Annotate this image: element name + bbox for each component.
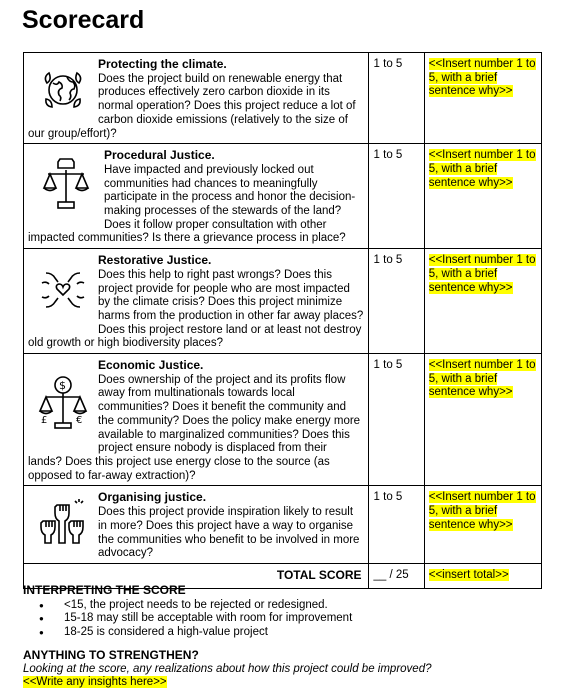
criterion-title: Economic Justice. bbox=[98, 358, 204, 373]
table-row bbox=[24, 249, 542, 354]
criterion-cell bbox=[24, 144, 369, 249]
answer-placeholder[interactable]: <<Insert number 1 to 5, with a brief sentence why>> bbox=[428, 58, 536, 98]
hands-heart-icon bbox=[28, 254, 98, 326]
criterion-title: Restorative Justice. bbox=[98, 253, 212, 268]
list-item: ● 15-18 may still be acceptable with room for improvement bbox=[23, 612, 543, 626]
score-range: 1 to 5 bbox=[373, 491, 403, 504]
list-item: ● 18-25 is considered a high-value project bbox=[23, 626, 543, 640]
total-placeholder[interactable]: <<insert total>> bbox=[428, 569, 509, 582]
svg-text:£: £ bbox=[41, 415, 48, 427]
strengthen-heading: ANYTHING TO STRENGTHEN? bbox=[23, 648, 199, 662]
scorecard-table bbox=[23, 52, 542, 589]
svg-text:$: $ bbox=[59, 379, 66, 393]
score-range: 1 to 5 bbox=[373, 149, 403, 162]
criterion-text: Have impacted and previously locked out communities had chances to meaningfully participate in the process and honor the decision-making processes of the stewards of the land? Does it follow proper consultation with other impacted communities? Is there a grievance process in place? bbox=[28, 163, 356, 245]
answer-placeholder[interactable]: <<Insert number 1 to 5, with a brief sentence why>> bbox=[428, 491, 536, 531]
answer-cell[interactable] bbox=[424, 249, 541, 354]
total-label: TOTAL SCORE bbox=[24, 563, 369, 588]
criterion-title: Organising justice. bbox=[98, 490, 207, 505]
globe-icon bbox=[28, 58, 98, 118]
interpreting-section bbox=[23, 584, 543, 640]
strengthen-prompt: Looking at the score, any realizations about how this project could be improved? bbox=[23, 662, 432, 675]
raised-fists-icon bbox=[28, 491, 98, 551]
money-scales-icon bbox=[28, 359, 98, 445]
interpreting-list bbox=[23, 599, 543, 640]
total-score[interactable]: __ / 25 bbox=[368, 563, 424, 588]
answer-cell[interactable] bbox=[424, 354, 541, 486]
score-range: 1 to 5 bbox=[373, 58, 403, 70]
answer-cell[interactable] bbox=[424, 53, 541, 144]
criterion-title: Procedural Justice. bbox=[104, 148, 215, 163]
criterion-text: Does the project build on renewable energy that produces effectively zero carbon dioxide in its normal operation? Does this project reduce a lot of carbon dioxide emissions (relatively to the size of our group/effort)? bbox=[28, 72, 356, 140]
table-row bbox=[24, 486, 542, 564]
table-row bbox=[24, 144, 542, 249]
score-range: 1 to 5 bbox=[373, 359, 403, 372]
answer-cell[interactable] bbox=[424, 144, 541, 249]
answer-placeholder[interactable]: <<Insert number 1 to 5, with a brief sentence why>> bbox=[428, 254, 536, 294]
justice-scales-icon bbox=[28, 149, 104, 219]
page-title: Scorecard bbox=[22, 6, 145, 34]
score-range: 1 to 5 bbox=[373, 254, 403, 267]
criterion-text: Does this project provide inspiration likely to result in more? Does this project have a way to organise the communities who benefit to be involved in more advocacy? bbox=[98, 506, 360, 560]
score-range-cell bbox=[368, 249, 424, 354]
criterion-cell bbox=[24, 249, 369, 354]
list-item: ● <15, the project needs to be rejected or redesigned. bbox=[23, 599, 543, 613]
insights-placeholder[interactable]: <<Write any insights here>> bbox=[23, 676, 167, 689]
answer-placeholder[interactable]: <<Insert number 1 to 5, with a brief sentence why>> bbox=[428, 149, 536, 189]
criterion-cell bbox=[24, 53, 369, 144]
score-range-cell bbox=[368, 144, 424, 249]
strengthen-section bbox=[23, 649, 543, 690]
table-row bbox=[24, 354, 542, 486]
criterion-text: Does this help to right past wrongs? Does this project provide for people who are most impacted by the climate crisis? Does this project minimize harms from the production in other far away places? Does this project restore land or at least not destroy old growth or high biodiversity places? bbox=[28, 268, 364, 350]
interpreting-heading: INTERPRETING THE SCORE bbox=[23, 583, 186, 597]
answer-placeholder[interactable]: <<Insert number 1 to 5, with a brief sentence why>> bbox=[428, 359, 536, 399]
criterion-text: Does ownership of the project and its profits flow away from multinationals towards local communities? Does it benefit the community and the community? Does the policy make energy more available to marginalized communities? Does this project ensure nobody is displaced from their lands? Does this project use energy close to the source (as opposed to far-away extraction)? bbox=[28, 373, 361, 482]
score-range-cell bbox=[368, 53, 424, 144]
answer-cell[interactable] bbox=[424, 486, 541, 564]
table-row bbox=[24, 53, 542, 144]
criterion-title: Protecting the climate. bbox=[98, 57, 227, 71]
criterion-cell bbox=[24, 486, 369, 564]
svg-text:€: € bbox=[76, 415, 83, 427]
score-range-cell bbox=[368, 354, 424, 486]
criterion-cell bbox=[24, 354, 369, 486]
score-range-cell bbox=[368, 486, 424, 564]
